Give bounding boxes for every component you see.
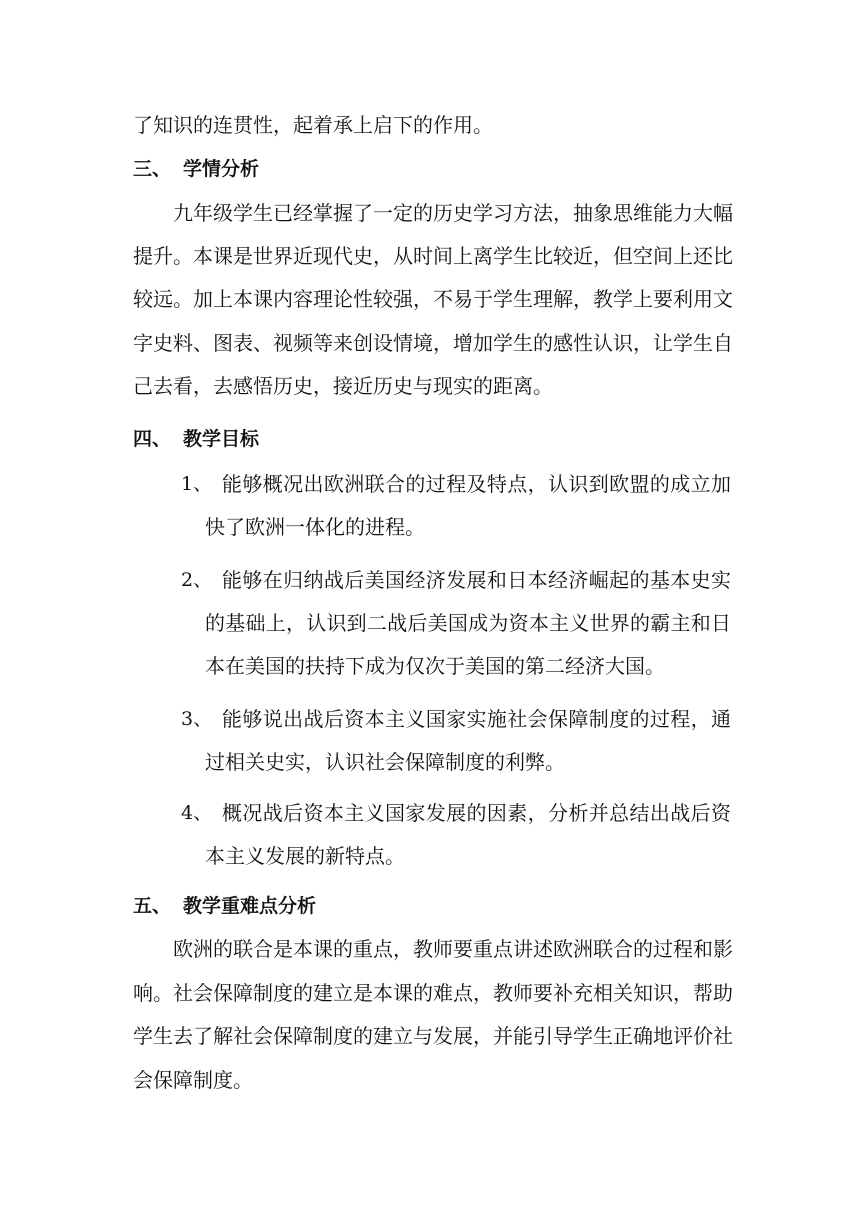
paragraph-line: 会保障制度。: [133, 1068, 253, 1092]
list-item-line: 快了欧洲一体化的进程。: [205, 515, 425, 539]
section-title: 教学目标: [183, 428, 260, 450]
paragraph-line: 了知识的连贯性，起着承上启下的作用。: [133, 113, 493, 137]
section-number: 三、: [133, 158, 172, 180]
paragraph-line: 字史料、图表、视频等来创设情境，增加学生的感性认识，让学生自: [133, 331, 733, 355]
list-item-line: 过相关史实，认识社会保障制度的利弊。: [205, 750, 565, 774]
paragraph-line: 响。社会保障制度的建立是本课的难点，教师要补充相关知识，帮助: [133, 981, 733, 1005]
section-number: 五、: [133, 895, 172, 917]
list-item-line: 的基础上，认识到二战后美国成为资本主义世界的霸主和日: [205, 611, 731, 635]
section-heading-key-difficult-points: [133, 892, 316, 920]
section-title: 学情分析: [183, 158, 260, 180]
list-item-line: 能够概况出欧洲联合的过程及特点，认识到欧盟的成立加: [222, 472, 731, 496]
paragraph-line: 学生去了解社会保障制度的建立与发展，并能引导学生正确地评价社: [133, 1024, 733, 1048]
list-item-number: 1、: [181, 473, 213, 495]
section-heading-teaching-goals: [133, 425, 259, 453]
paragraph-line: 九年级学生已经掌握了一定的历史学习方法，抽象思维能力大幅: [173, 201, 733, 225]
section-number: 四、: [133, 428, 172, 450]
paragraph-line: 欧洲的联合是本课的重点，教师要重点讲述欧洲联合的过程和影: [173, 937, 733, 961]
list-item-line: 概况战后资本主义国家发展的因素，分析并总结出战后资: [222, 801, 731, 825]
list-item-line: 本在美国的扶持下成为仅次于美国的第二经济大国。: [205, 654, 665, 678]
section-heading-learning-analysis: [133, 155, 259, 183]
paragraph-line: 己去看，去感悟历史，接近历史与现实的距离。: [133, 374, 553, 398]
paragraph-line: 较远。加上本课内容理论性较强，不易于学生理解，教学上要利用文: [133, 287, 733, 311]
list-item-line: 能够在归纳战后美国经济发展和日本经济崛起的基本史实: [222, 568, 731, 592]
paragraph-line: 提升。本课是世界近现代史，从时间上离学生比较近，但空间上还比: [133, 244, 733, 268]
list-item-line: 能够说出战后资本主义国家实施社会保障制度的过程，通: [222, 707, 731, 731]
list-item-number: 4、: [181, 802, 213, 824]
list-item-number: 2、: [181, 569, 213, 591]
list-item-line: 本主义发展的新特点。: [205, 844, 405, 868]
list-item-number: 3、: [181, 708, 213, 730]
section-title: 教学重难点分析: [183, 895, 317, 917]
